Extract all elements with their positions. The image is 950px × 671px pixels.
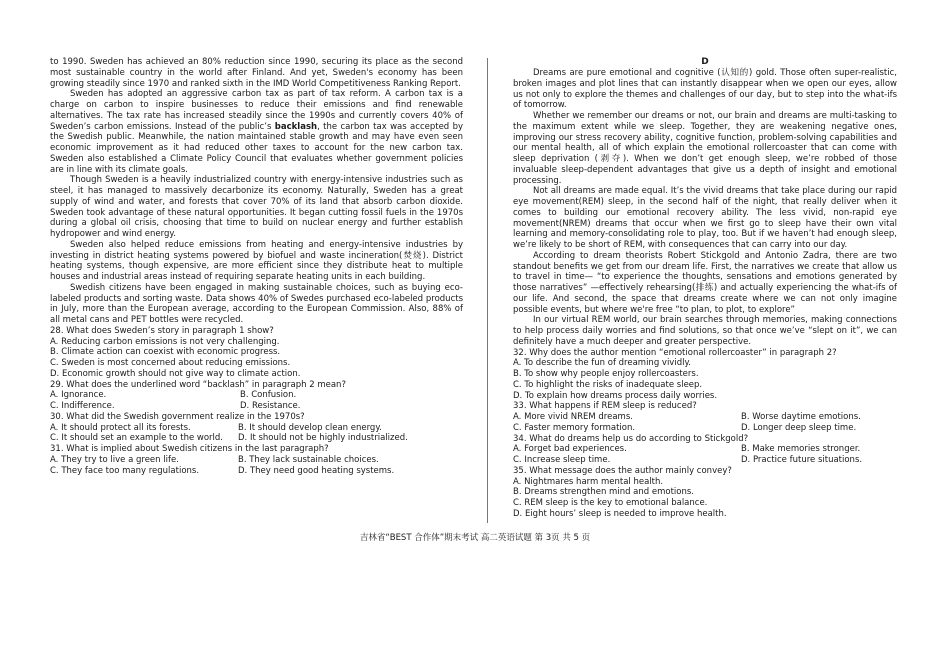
option-28a: A. Reducing carbon emissions is not very challenging. <box>50 336 280 347</box>
option-32c: C. To highlight the risks of inadequate sleep. <box>513 379 703 390</box>
option-32d: D. To explain how dreams process daily worries. <box>513 390 718 401</box>
options-row <box>50 433 463 444</box>
option-35d: D. Eight hours’ sleep is needed to improve health. <box>513 508 727 519</box>
options-row <box>513 455 897 466</box>
option-32a: A. To describe the fun of dreaming vividly. <box>513 358 691 369</box>
option-33c: C. Faster memory formation. <box>513 422 636 433</box>
left-column <box>50 57 463 476</box>
option-29c: C. Indifference. <box>50 401 115 411</box>
option-30d: D. It should not be highly industrialized. <box>238 433 408 444</box>
passage-c-paragraph-3: Though Sweden is a heavily industrialized country with energy-intensive industries such as steel, it has managed to massively decarbonize its economy. Naturally, Sweden has a great supply of wind and water, and forests that cover 70% of its land that absorb carbon dioxide. Sweden took advantage of these natural opportunities. It began cutting fossil fuels in the 1970s during a global oil crisis, choosing that time to build on nuclear energy and further establish hydropower and wind energy. <box>50 175 463 239</box>
option-33a: A. More vivid NREM dreams. <box>513 412 633 422</box>
section-heading: D <box>701 57 709 67</box>
passage-d-paragraph-5: In our virtual REM world, our brain searches through memories, making connections to help process daily worries and find solutions, so that once we’ve “slept on it”, we can definitely have a much deeper and greater perspective. <box>513 315 897 347</box>
option-28b: B. Climate action can coexist with economic progress. <box>50 347 281 358</box>
option-33d: D. Longer deep sleep time. <box>741 422 857 433</box>
option-31a: A. They try to live a green life. <box>50 454 179 465</box>
option-30b: B. It should develop clean energy. <box>238 422 382 433</box>
column-divider <box>487 58 488 523</box>
option-30c: C. It should set an example to the world. <box>50 433 224 444</box>
option-28c: C. Sweden is most concerned about reducing emissions. <box>50 358 291 368</box>
options-row <box>50 423 463 434</box>
options-row <box>513 412 897 423</box>
page-footer: 吉林省“BEST 合作体”期末考试 高二英语试题 第 3页 共 5 页 <box>359 533 591 543</box>
options-row <box>50 455 463 466</box>
option-34d: D. Practice future situations. <box>741 455 863 465</box>
option-34c: C. Increase sleep time. <box>513 455 611 465</box>
passage-d-paragraph-4: According to dream theorists Robert Stickgold and Antonio Zadra, there are two standout benefits we get from our dream life. First, the narratives we create that allow us to travel in time— “to experience the thoughts, sensations and emotions generated by those narratives” —effectively rehearsing(排练) and actually experiencing the what-ifs of our life. And second, the space that dreams create where we can not only imagine possible events, but where we're free “to plan, to plot, to explore” <box>513 250 897 315</box>
option-30a: A. It should protect all its forests. <box>50 422 191 433</box>
options-row <box>50 390 463 401</box>
question-28: 28. What does Sweden’s story in paragraph 1 show? <box>50 325 274 336</box>
underlined-word: backlash <box>274 121 318 132</box>
option-35b: B. Dreams strengthen mind and emotions. <box>513 487 694 498</box>
passage-c-paragraph-4: Sweden also helped reduce emissions from heating and energy-intensive industries by investing in district heating systems powered by biofuel and waste incineration(焚烧). District heating systems, though expensive, are more efficient since they distribute heat to multiple houses and industrial areas instead of requiring separate heating units in each building. <box>50 239 463 282</box>
question-33: 33. What happens if REM sleep is reduced? <box>513 401 697 412</box>
options-row <box>50 401 463 412</box>
options-row <box>513 423 897 434</box>
question-34: 34. What do dreams help us do according to Stickgold? <box>513 433 749 444</box>
question-32: 32. Why does the author mention “emotional rollercoaster” in paragraph 2? <box>513 347 837 358</box>
option-29a: A. Ignorance. <box>50 390 107 401</box>
passage-c-paragraph-1: to 1990. Sweden has achieved an 80% reduction since 1990, securing its place as the second most sustainable country in the world after Finland. And yet, Sweden's economy has been growing steadily since 1970 and ranked sixth in the IMD World Competitiveness Ranking Report. <box>50 57 463 89</box>
option-35c: C. REM sleep is the key to emotional balance. <box>513 498 708 508</box>
option-32b: B. To show why people enjoy rollercoasters. <box>513 369 699 379</box>
option-33b: B. Worse daytime emotions. <box>741 412 861 422</box>
question-35: 35. What message does the author mainly convey? <box>513 465 732 476</box>
paragraph-text: Sweden has adopted an aggressive carbon tax as part of tax reform. A carbon tax is a charge on carbon to inspire businesses to reduce their emissions and find renewable alternatives. The tax rate has increased steadily since the 1990s and currently covers 40% of Sweden’s carbon emissions. Instead of the public’s <box>50 89 463 132</box>
option-31c: C. They face too many regulations. <box>50 465 200 476</box>
option-28d: D. Economic growth should not give way to climate action. <box>50 368 301 379</box>
option-31b: B. They lack sustainable choices. <box>238 454 379 465</box>
paragraph-text: , the carbon tax was accepted by the Swedish public. Meanwhile, the nation maintained stable growth and may have even seen economic improvement as it had reduced other taxes to account for the new carbon tax. Sweden also established a Climate Policy Council that evaluates whether government policies are in line with its climate goals. <box>50 121 463 175</box>
options-row <box>50 466 463 477</box>
option-34a: A. Forget bad experiences. <box>513 444 627 455</box>
question-29: 29. What does the underlined word “backlash” in paragraph 2 mean? <box>50 379 346 390</box>
passage-d-paragraph-1: Dreams are pure emotional and cognitive (认知的) gold. Those often super-realistic, broken images and plot lines that can instantly disappear when we open our eyes, allow us not only to explore the themes and challenges of our day, but to step into the what-ifs of tomorrow. <box>513 68 897 111</box>
option-31d: D. They need good heating systems. <box>238 465 395 476</box>
options-row <box>513 444 897 455</box>
option-29b: B. Confusion. <box>240 390 297 401</box>
question-30: 30. What did the Swedish government realize in the 1970s? <box>50 411 305 422</box>
passage-d-paragraph-3: Not all dreams are made equal. It’s the vivid dreams that take place during our rapid eye movement(REM) sleep, in the second half of the night, that really deliver when it comes to building our emotional recovery ability. The less vivid, non-rapid eye movement(NREM) dreams that occur when we first go to sleep have their own vital learning and memory-consolidating role to play, too. But if we haven’t had enough sleep, we’re likely to be short of REM, with consequences that can carry into our day. <box>513 186 897 250</box>
option-34b: B. Make memories stronger. <box>741 444 861 455</box>
passage-d-paragraph-2: Whether we remember our dreams or not, our brain and dreams are multi-tasking to the maximum extent while we sleep. Together, they are weakening negative ones, improving our stress recovery ability, cognitive function, problem-solving capabilities and our mental health, all of which explain the emotional rollercoaster that can come with sleep deprivation (剥夺). When we don’t get enough sleep, we’re robbed of those invaluable sleep-dependent advantages that give us a depth of insight and emotional processing. <box>513 111 897 186</box>
option-29d: D. Resistance. <box>240 401 301 411</box>
right-column <box>513 57 897 520</box>
passage-c-paragraph-2 <box>50 89 463 175</box>
option-35a: A. Nightmares harm mental health. <box>513 476 664 487</box>
passage-c-paragraph-5: Swedish citizens have been engaged in making sustainable choices, such as buying eco-labeled products and sorting waste. Data shows 40% of Swedes purchased eco-labeled products in July, more than the European average, according to the European Commission. Also, 88% of all metal cans and PET bottles were recycled. <box>50 282 463 325</box>
question-31: 31. What is implied about Swedish citizens in the last paragraph? <box>50 444 329 454</box>
